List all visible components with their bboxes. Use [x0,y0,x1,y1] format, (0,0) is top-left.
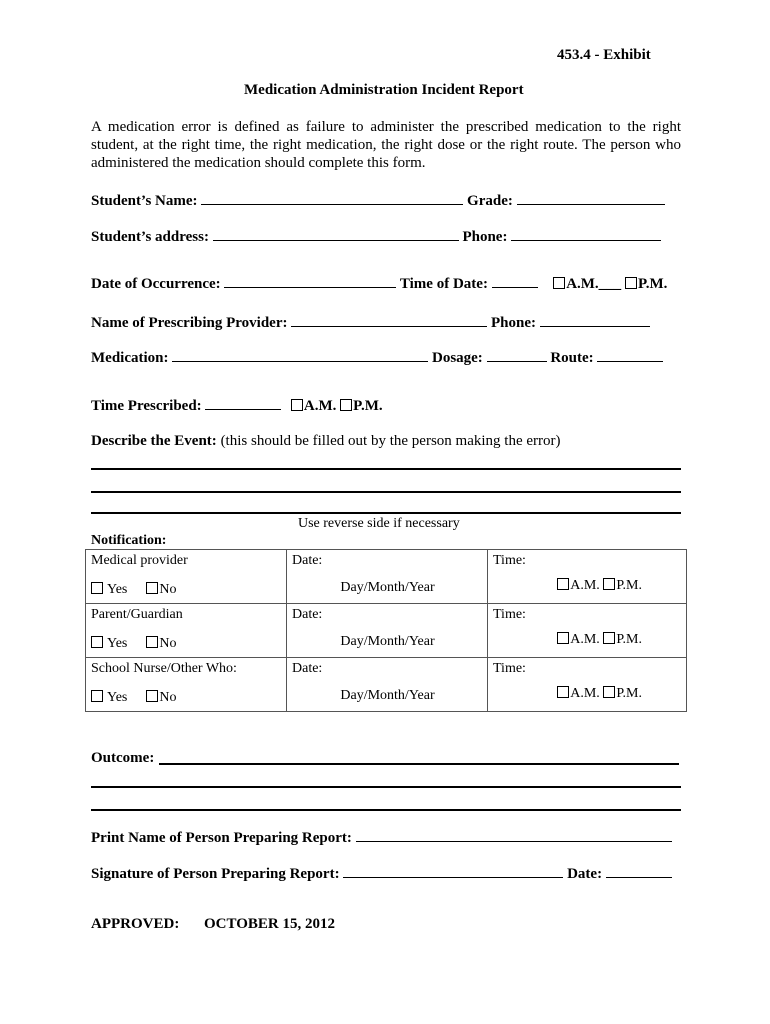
notification-row [86,550,687,604]
notification-heading: Notification: [91,533,167,548]
approved-date: OCTOBER 15, 2012 [204,916,335,932]
medication-row [91,347,663,367]
describe-label: Describe the Event: [91,433,217,449]
date-format: Day/Month/Year [340,634,435,649]
no-checkbox[interactable] [146,636,158,648]
date-label: Date: [292,607,323,622]
outcome-line-1[interactable] [159,763,679,765]
yes-checkbox[interactable] [91,690,103,702]
date-format: Day/Month/Year [340,580,435,595]
grade-blank[interactable] [517,190,665,205]
dosage-blank[interactable] [487,347,547,362]
provider-row [91,312,650,332]
pm-label: P.M. [616,686,642,701]
approved-label: APPROVED: [91,916,180,932]
prescribing-provider-blank[interactable] [291,312,487,327]
outcome-line-2[interactable] [91,786,681,788]
time-prescribed-blank[interactable] [205,395,281,410]
notification-row [86,658,687,712]
am-label: A.M. [570,578,600,593]
notification-table [85,549,687,712]
print-name-label: Print Name of Person Preparing Report: [91,830,352,846]
yes-checkbox[interactable] [91,582,103,594]
notification-row [86,604,687,658]
signature-label: Signature of Person Preparing Report: [91,866,340,882]
signature-date-label: Date: [567,866,603,882]
am-checkbox[interactable] [553,277,565,289]
no-label: No [159,690,177,705]
time-label: Time: [493,553,526,568]
reverse-side-note: Use reverse side if necessary [298,516,460,531]
yes-checkbox[interactable] [91,636,103,648]
date-cell[interactable] [287,550,488,604]
exhibit-number: 453.4 - Exhibit [557,47,651,63]
date-label: Date: [292,661,323,676]
party-cell [86,604,287,658]
yes-label: Yes [106,582,128,597]
party-label: Medical provider [91,553,188,568]
date-cell[interactable] [287,658,488,712]
time-cell[interactable] [488,550,687,604]
no-checkbox[interactable] [146,582,158,594]
party-label: School Nurse/Other Who: [91,661,237,676]
dosage-label: Dosage: [431,350,483,366]
am-label: A.M.___ [566,276,622,292]
am-label: A.M. [570,632,600,647]
prescribing-provider-label: Name of Prescribing Provider: [91,315,288,331]
no-label: No [159,582,177,597]
intro-paragraph: A medication error is defined as failure to administer the prescribed medication to the right student, at the right time, the right medication, the right dose or the right route. The person who administered the medication should complete this form. [91,119,681,171]
provider-phone-blank[interactable] [540,312,650,327]
student-address-label: Student’s address: [91,229,209,245]
time-prescribed-row [91,395,383,415]
time-cell[interactable] [488,604,687,658]
date-format: Day/Month/Year [340,688,435,703]
am-checkbox[interactable] [557,632,569,644]
outcome-label: Outcome: [91,750,155,766]
party-cell [86,550,287,604]
describe-note: (this should be filled out by the person making the error) [220,433,561,449]
prescribed-pm-checkbox[interactable] [340,399,352,411]
grade-label: Grade: [467,193,513,209]
describe-line-1[interactable] [91,468,681,470]
yes-label: Yes [106,690,128,705]
no-checkbox[interactable] [146,690,158,702]
phone-label: Phone: [462,229,508,245]
occurrence-row [91,273,667,293]
student-name-label: Student’s Name: [91,193,198,209]
student-name-blank[interactable] [201,190,463,205]
route-blank[interactable] [597,347,663,362]
prescribed-am-label: A.M. [303,398,337,414]
pm-checkbox[interactable] [603,578,615,590]
no-label: No [159,636,177,651]
prescribed-pm-label: P.M. [353,398,383,414]
am-label: A.M. [570,686,600,701]
date-occurrence-blank[interactable] [224,273,396,288]
student-name-row [91,190,665,210]
yes-label: Yes [106,636,128,651]
phone-blank[interactable] [511,226,661,241]
provider-phone-label: Phone: [490,315,536,331]
pm-label: P.M. [616,578,642,593]
prescribed-am-checkbox[interactable] [291,399,303,411]
pm-label: P.M. [637,276,668,292]
medication-blank[interactable] [172,347,428,362]
pm-checkbox[interactable] [603,686,615,698]
time-label: Time: [493,607,526,622]
party-label: Parent/Guardian [91,607,183,622]
medication-label: Medication: [91,350,169,366]
pm-checkbox[interactable] [603,632,615,644]
route-label: Route: [550,350,594,366]
describe-row [91,433,561,450]
form-title: Medication Administration Incident Report [244,82,524,98]
time-cell[interactable] [488,658,687,712]
signature-date-blank[interactable] [606,863,672,878]
date-cell[interactable] [287,604,488,658]
date-occurrence-label: Date of Occurrence: [91,276,221,292]
pm-checkbox[interactable] [625,277,637,289]
outcome-line-3[interactable] [91,809,681,811]
am-checkbox[interactable] [557,686,569,698]
describe-line-3[interactable] [91,512,681,514]
time-prescribed-label: Time Prescribed: [91,398,202,414]
time-label: Time: [493,661,526,676]
student-address-row [91,226,661,246]
signature-blank[interactable] [343,863,563,878]
time-of-date-label: Time of Date: [399,276,488,292]
pm-label: P.M. [616,632,642,647]
print-name-blank[interactable] [356,827,672,842]
print-name-row [91,827,672,847]
signature-row [91,863,672,883]
describe-line-2[interactable] [91,491,681,493]
am-checkbox[interactable] [557,578,569,590]
party-cell [86,658,287,712]
time-of-date-blank[interactable] [492,273,538,288]
date-label: Date: [292,553,323,568]
student-address-blank[interactable] [213,226,459,241]
